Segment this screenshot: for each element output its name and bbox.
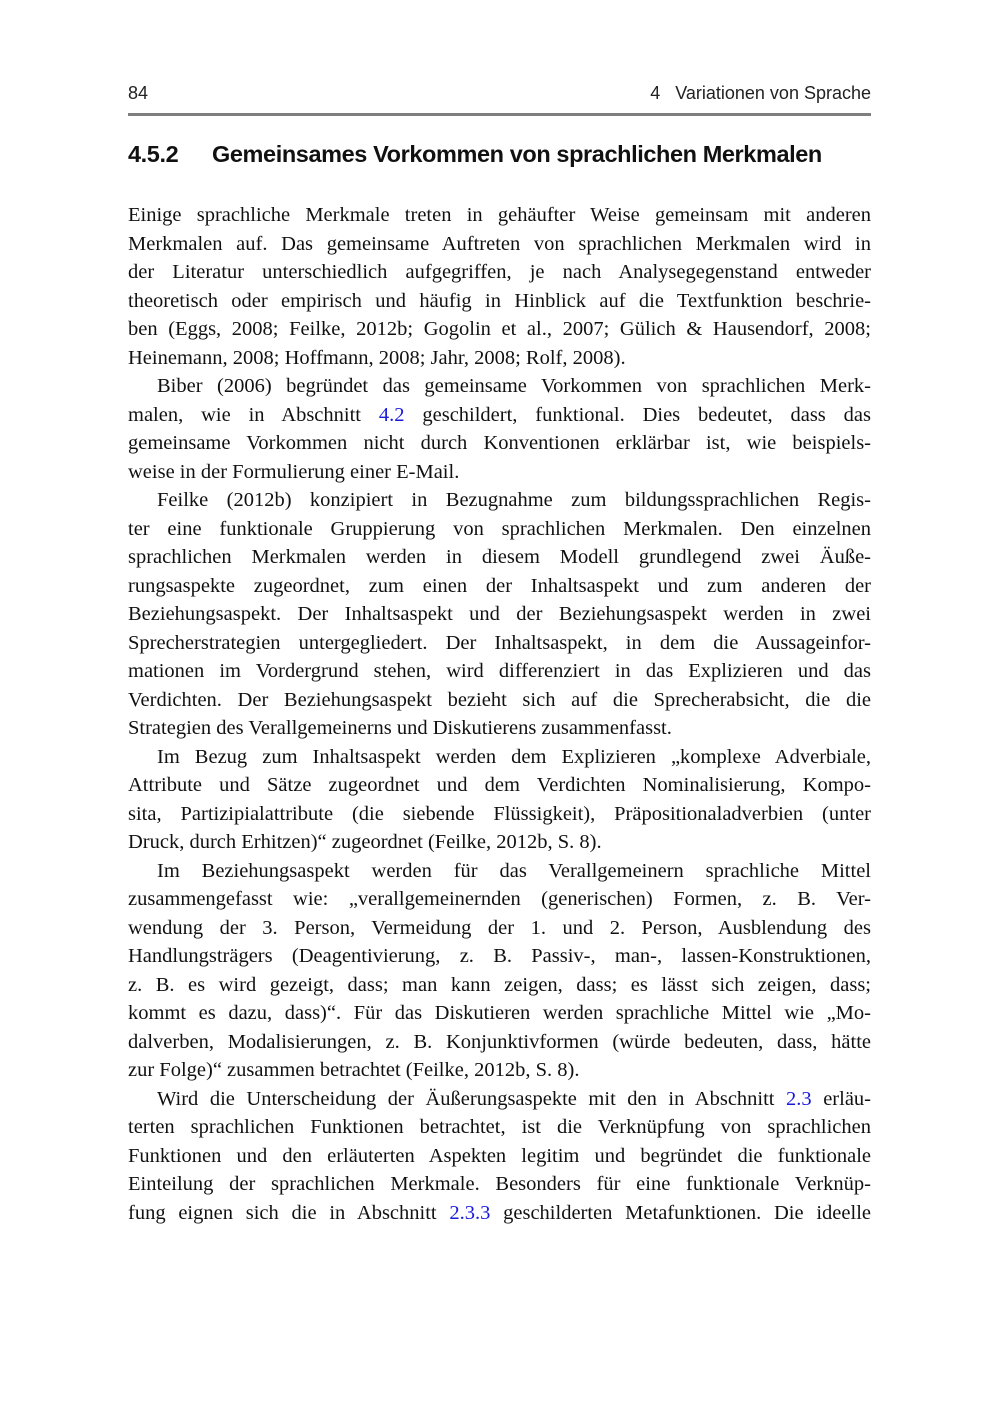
paragraph — [128, 1085, 871, 1228]
text-line: Attribute und Sätze zugeordnet und dem Verdichten Nominalisierung, Kompo- — [128, 774, 871, 796]
text-line: theoretisch oder empirisch und häufig in Hinblick auf die Textfunktion beschrie- — [128, 289, 871, 312]
text-line: rungsaspekte zugeordnet, zum einen der Inhaltsaspekt und zum anderen der — [128, 574, 871, 597]
header-rule — [128, 113, 871, 116]
text-line: Merkmalen auf. Das gemeinsame Auftreten von sprachlichen Merkmalen wird in — [128, 232, 871, 255]
text-line: gemeinsame Vorkommen nicht durch Konventionen erklärbar ist, wie beispiels- — [128, 432, 871, 454]
text-line: zur Folge)“ zusammen betrachtet (Feilke, 2012b, S. 8). — [128, 1059, 580, 1081]
text-line: Heinemann, 2008; Hoffmann, 2008; Jahr, 2008; Rolf, 2008). — [128, 346, 626, 369]
page-number: 84 — [128, 83, 149, 103]
text-line: weise in der Formulierung einer E-Mail. — [128, 460, 460, 483]
text-line: kommt es dazu, dass)“. Für das Diskutieren werden sprachliche Mittel wie „Mo- — [128, 1002, 871, 1024]
text-line: Verdichten. Der Beziehungsaspekt bezieht sich auf die Sprecherabsicht, die die — [128, 688, 871, 711]
paragraph — [128, 372, 871, 486]
text-segment: geschildert, funktional. Dies bedeutet, dass das — [404, 403, 871, 426]
text-line — [128, 1085, 871, 1114]
text-line: dalverben, Modalisierungen, z. B. Konjunktivformen (würde bedeuten, dass, hätte — [128, 1030, 871, 1053]
text-line: Sprecherstrategien untergegliedert. Der Inhaltsaspekt, in dem die Aussageinfor- — [128, 631, 871, 654]
text-line: terten sprachlichen Funktionen betrachtet, ist die Verknüpfung von sprachlichen — [128, 1116, 871, 1138]
section-heading — [128, 141, 888, 168]
text-line: ter eine funktionale Gruppierung von sprachlichen Merkmalen. Den einzelnen — [128, 517, 871, 540]
text-line: Feilke (2012b) konzipiert in Bezugnahme zum bildungssprachlichen Regis- — [157, 489, 871, 511]
text-line — [128, 1199, 871, 1228]
section-cross-reference-link[interactable]: 2.3 — [786, 1087, 812, 1110]
running-chapter-title: 4 Variationen von Sprache — [650, 83, 871, 103]
paragraph — [128, 743, 871, 857]
body-text — [128, 201, 871, 1227]
text-segment: geschilderten Metafunktionen. Die ideelle — [490, 1201, 871, 1224]
text-segment: fung eignen sich die in Abschnitt — [128, 1201, 450, 1224]
paragraph — [128, 486, 871, 743]
text-line: der Literatur unterschiedlich aufgegriffen, je nach Analysegegenstand entweder — [128, 261, 871, 283]
text-segment: erläu- — [811, 1087, 872, 1110]
text-line: Strategien des Verallgemeinerns und Diskutierens zusammenfasst. — [128, 717, 672, 739]
paragraph — [128, 201, 871, 372]
text-line: mationen im Vordergrund stehen, wird differenziert in das Explizieren und das — [128, 660, 871, 682]
text-line: ben (Eggs, 2008; Feilke, 2012b; Gogolin et al., 2007; Gülich & Hausendorf, 2008; — [128, 318, 871, 340]
text-line: sprachlichen Merkmalen werden in diesem Modell grundlegend zwei Äuße- — [128, 546, 871, 568]
paragraph — [128, 857, 871, 1085]
text-line: Im Beziehungsaspekt werden für das Verallgemeinern sprachliche Mittel — [157, 859, 871, 882]
text-line: Handlungsträgers (Deagentivierung, z. B. Passiv-, man-, lassen-Konstruktionen, — [128, 945, 871, 967]
text-line: Im Bezug zum Inhaltsaspekt werden dem Explizieren „komplexe Adverbiale, — [157, 745, 871, 768]
text-line: wendung der 3. Person, Vermeidung der 1. und 2. Person, Ausblendung des — [128, 916, 871, 939]
text-line: Beziehungsaspekt. Der Inhaltsaspekt und der Beziehungsaspekt werden in zwei — [128, 603, 871, 625]
section-title: Gemeinsames Vorkommen von sprachlichen Merkmalen — [212, 141, 822, 167]
text-line: sita, Partizipialattribute (die siebende Flüssigkeit), Präpositionaladverbien (unter — [128, 802, 871, 825]
section-cross-reference-link[interactable]: 2.3.3 — [449, 1201, 491, 1224]
text-line: Druck, durch Erhitzen)“ zugeordnet (Feilke, 2012b, S. 8). — [128, 831, 602, 853]
section-cross-reference-link[interactable]: 4.2 — [378, 403, 405, 426]
text-line: Einige sprachliche Merkmale treten in gehäufter Weise gemeinsam mit anderen — [128, 204, 871, 226]
text-line: z. B. es wird gezeigt, dass; man kann zeigen, dass; es lässt sich zeigen, dass; — [128, 973, 871, 996]
text-segment: malen, wie in Abschnitt — [128, 403, 379, 426]
text-line: Biber (2006) begründet das gemeinsame Vorkommen von sprachlichen Merk- — [157, 375, 871, 397]
section-number: 4.5.2 — [128, 141, 179, 167]
text-line — [128, 401, 871, 430]
running-head — [128, 83, 871, 107]
text-line: zusammengefasst wie: „verallgemeinernden (generischen) Formen, z. B. Ver- — [128, 888, 871, 910]
text-line: Einteilung der sprachlichen Merkmale. Besonders für eine funktionale Verknüp- — [128, 1173, 871, 1195]
text-segment: Wird die Unterscheidung der Äußerungsaspekte mit den in Abschnitt — [157, 1087, 787, 1110]
text-line: Funktionen und den erläuterten Aspekten legitim und begründet die funktionale — [128, 1144, 871, 1167]
